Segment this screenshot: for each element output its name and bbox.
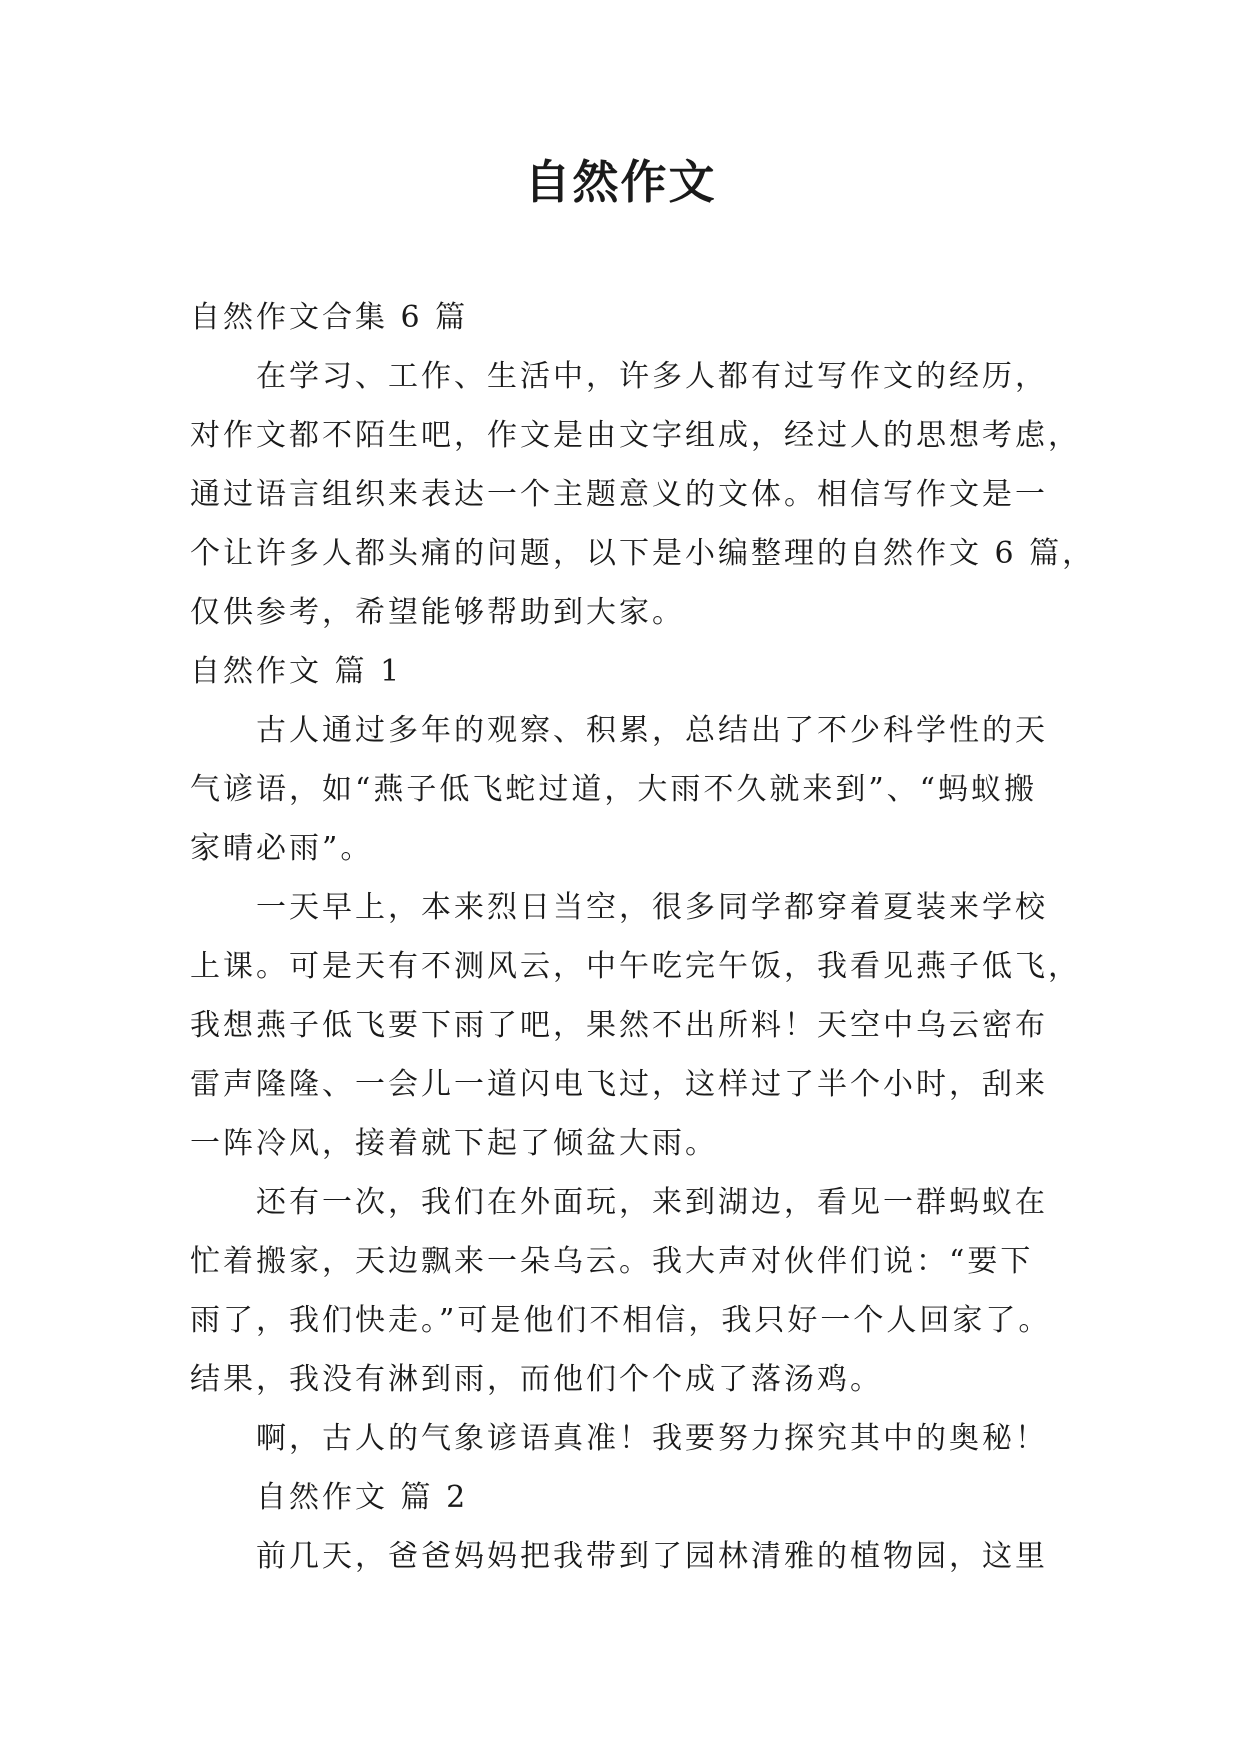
text-line: 在学习、工作、生活中，许多人都有过写作文的经历，	[256, 359, 1048, 394]
document-body	[190, 288, 1096, 1586]
text-line: 对作文都不陌生吧，作文是由文字组成，经过人的思想考虑，	[190, 418, 1081, 453]
text-line: 古人通过多年的观察、积累，总结出了不少科学性的天	[256, 713, 1048, 748]
section-heading: 自然作文 篇 2	[256, 1480, 469, 1515]
text-line: 仅供参考，希望能够帮助到大家。	[190, 595, 685, 630]
text-line: 气谚语，如“燕子低飞蛇过道，大雨不久就来到”、“蚂蚁搬	[190, 772, 1038, 807]
text-line: 上课。可是天有不测风云，中午吃完午饭，我看见燕子低飞，	[190, 949, 1081, 984]
text-line: 雷声隆隆、一会儿一道闪电飞过，这样过了半个小时，刮来	[190, 1067, 1048, 1102]
section-heading: 自然作文 篇 1	[190, 654, 403, 689]
text-line: 自然作文合集 6 篇	[190, 300, 469, 335]
text-line: 前几天，爸爸妈妈把我带到了园林清雅的植物园，这里	[256, 1539, 1048, 1574]
document-title: 自然作文	[524, 155, 717, 209]
text-line: 家晴必雨”。	[190, 831, 374, 866]
text-line: 一天早上，本来烈日当空，很多同学都穿着夏装来学校	[256, 890, 1048, 925]
text-line: 我想燕子低飞要下雨了吧，果然不出所料！天空中乌云密布	[190, 1008, 1048, 1043]
text-line: 结果，我没有淋到雨，而他们个个成了落汤鸡。	[190, 1362, 883, 1397]
text-line: 雨了，我们快走。”可是他们不相信，我只好一个人回家了。	[190, 1303, 1052, 1338]
text-line: 还有一次，我们在外面玩，来到湖边，看见一群蚂蚁在	[256, 1185, 1048, 1220]
text-line: 个让许多人都头痛的问题，以下是小编整理的自然作文 6 篇，	[190, 536, 1096, 571]
text-line: 一阵冷风，接着就下起了倾盆大雨。	[190, 1126, 718, 1161]
text-line: 啊，古人的气象谚语真准！我要努力探究其中的奥秘！	[256, 1421, 1048, 1456]
text-line: 通过语言组织来表达一个主题意义的文体。相信写作文是一	[190, 477, 1048, 512]
text-line: 忙着搬家，天边飘来一朵乌云。我大声对伙伴们说：“要下	[190, 1244, 1034, 1279]
